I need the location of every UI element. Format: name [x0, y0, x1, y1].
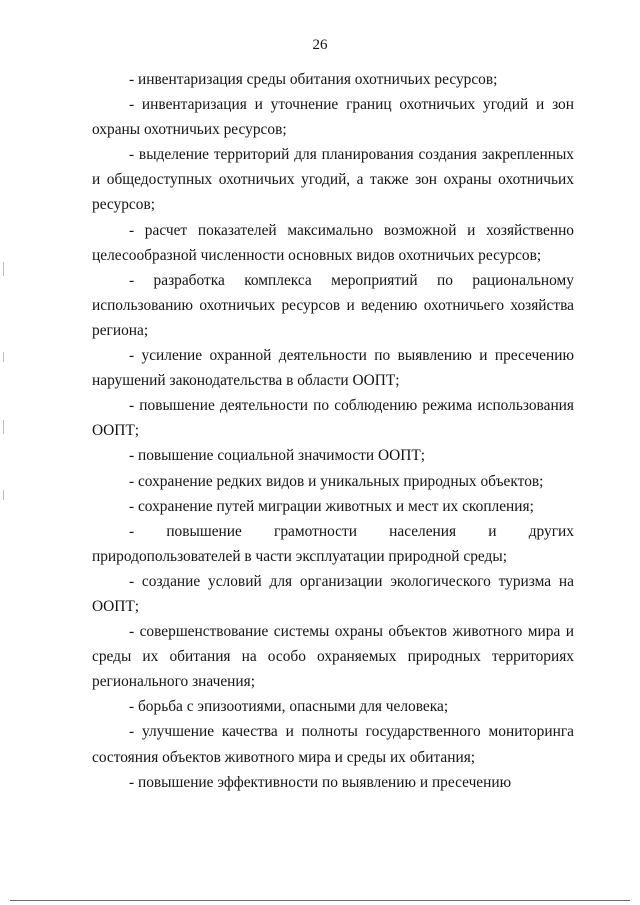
- list-item-territory-allocation: - выделение территорий для планирования создания закрепленных и общедоступных охотничьих угодий, а также зон охраны охотничьих ресурсов;: [92, 146, 574, 214]
- list-item-public-literacy: - повышение грамотности населения и других природопользователей в части эксплуатации природной среды;: [92, 522, 574, 565]
- document-body: [92, 67, 574, 795]
- list-item-migration-routes: - сохранение путей миграции животных и мест их скопления;: [129, 497, 534, 515]
- list-item-epizootics: - борьба с эпизоотиями, опасными для человека;: [129, 698, 449, 716]
- scan-edge-mark: [3, 352, 4, 362]
- list-item-social-significance: - повышение социальной значимости ООПТ;: [129, 447, 426, 465]
- list-item-protection-enforcement: - усиление охранной деятельности по выявлению и пресечению нарушений законодательства в области ООПТ;: [92, 347, 574, 390]
- list-item-regime-compliance: - повышение деятельности по соблюдению режима использования ООПТ;: [92, 397, 574, 440]
- page-number: 26: [312, 37, 328, 53]
- scan-edge-mark: [3, 262, 4, 276]
- list-item-ecotourism: - создание условий для организации экологического туризма на ООПТ;: [92, 572, 574, 615]
- scan-edge-mark: [3, 420, 4, 434]
- list-item-efficiency-increase: - повышение эффективности по выявлению и пресечению: [129, 773, 512, 791]
- list-item-monitoring-quality: - улучшение качества и полноты государственного мониторинга состояния объектов животного мира и среды их обитания;: [92, 723, 574, 766]
- list-item-rare-species: - сохранение редких видов и уникальных природных объектов;: [129, 472, 544, 490]
- scan-edge-mark: [3, 490, 4, 500]
- list-item-population-calculation: - расчет показателей максимально возможной и хозяйственно целесообразной численности основных видов охотничьих ресурсов;: [92, 221, 574, 264]
- list-item-wildlife-protection-system: - совершенствование системы охраны объектов животного мира и среды их обитания на особо охраняемых природных территориях регионального значения;: [92, 623, 574, 691]
- scan-bottom-edge: [10, 900, 630, 901]
- list-item-habitat-inventory: - инвентаризация среды обитания охотничьих ресурсов;: [129, 71, 498, 88]
- list-item-hunting-grounds-boundaries: - инвентаризация и уточнение границ охотничьих угодий и зон охраны охотничьих ресурсов;: [92, 96, 574, 139]
- list-item-measures-development: - разработка комплекса мероприятий по рациональному использованию охотничьих ресурсов и ведению охотничьего хозяйства региона;: [92, 271, 574, 339]
